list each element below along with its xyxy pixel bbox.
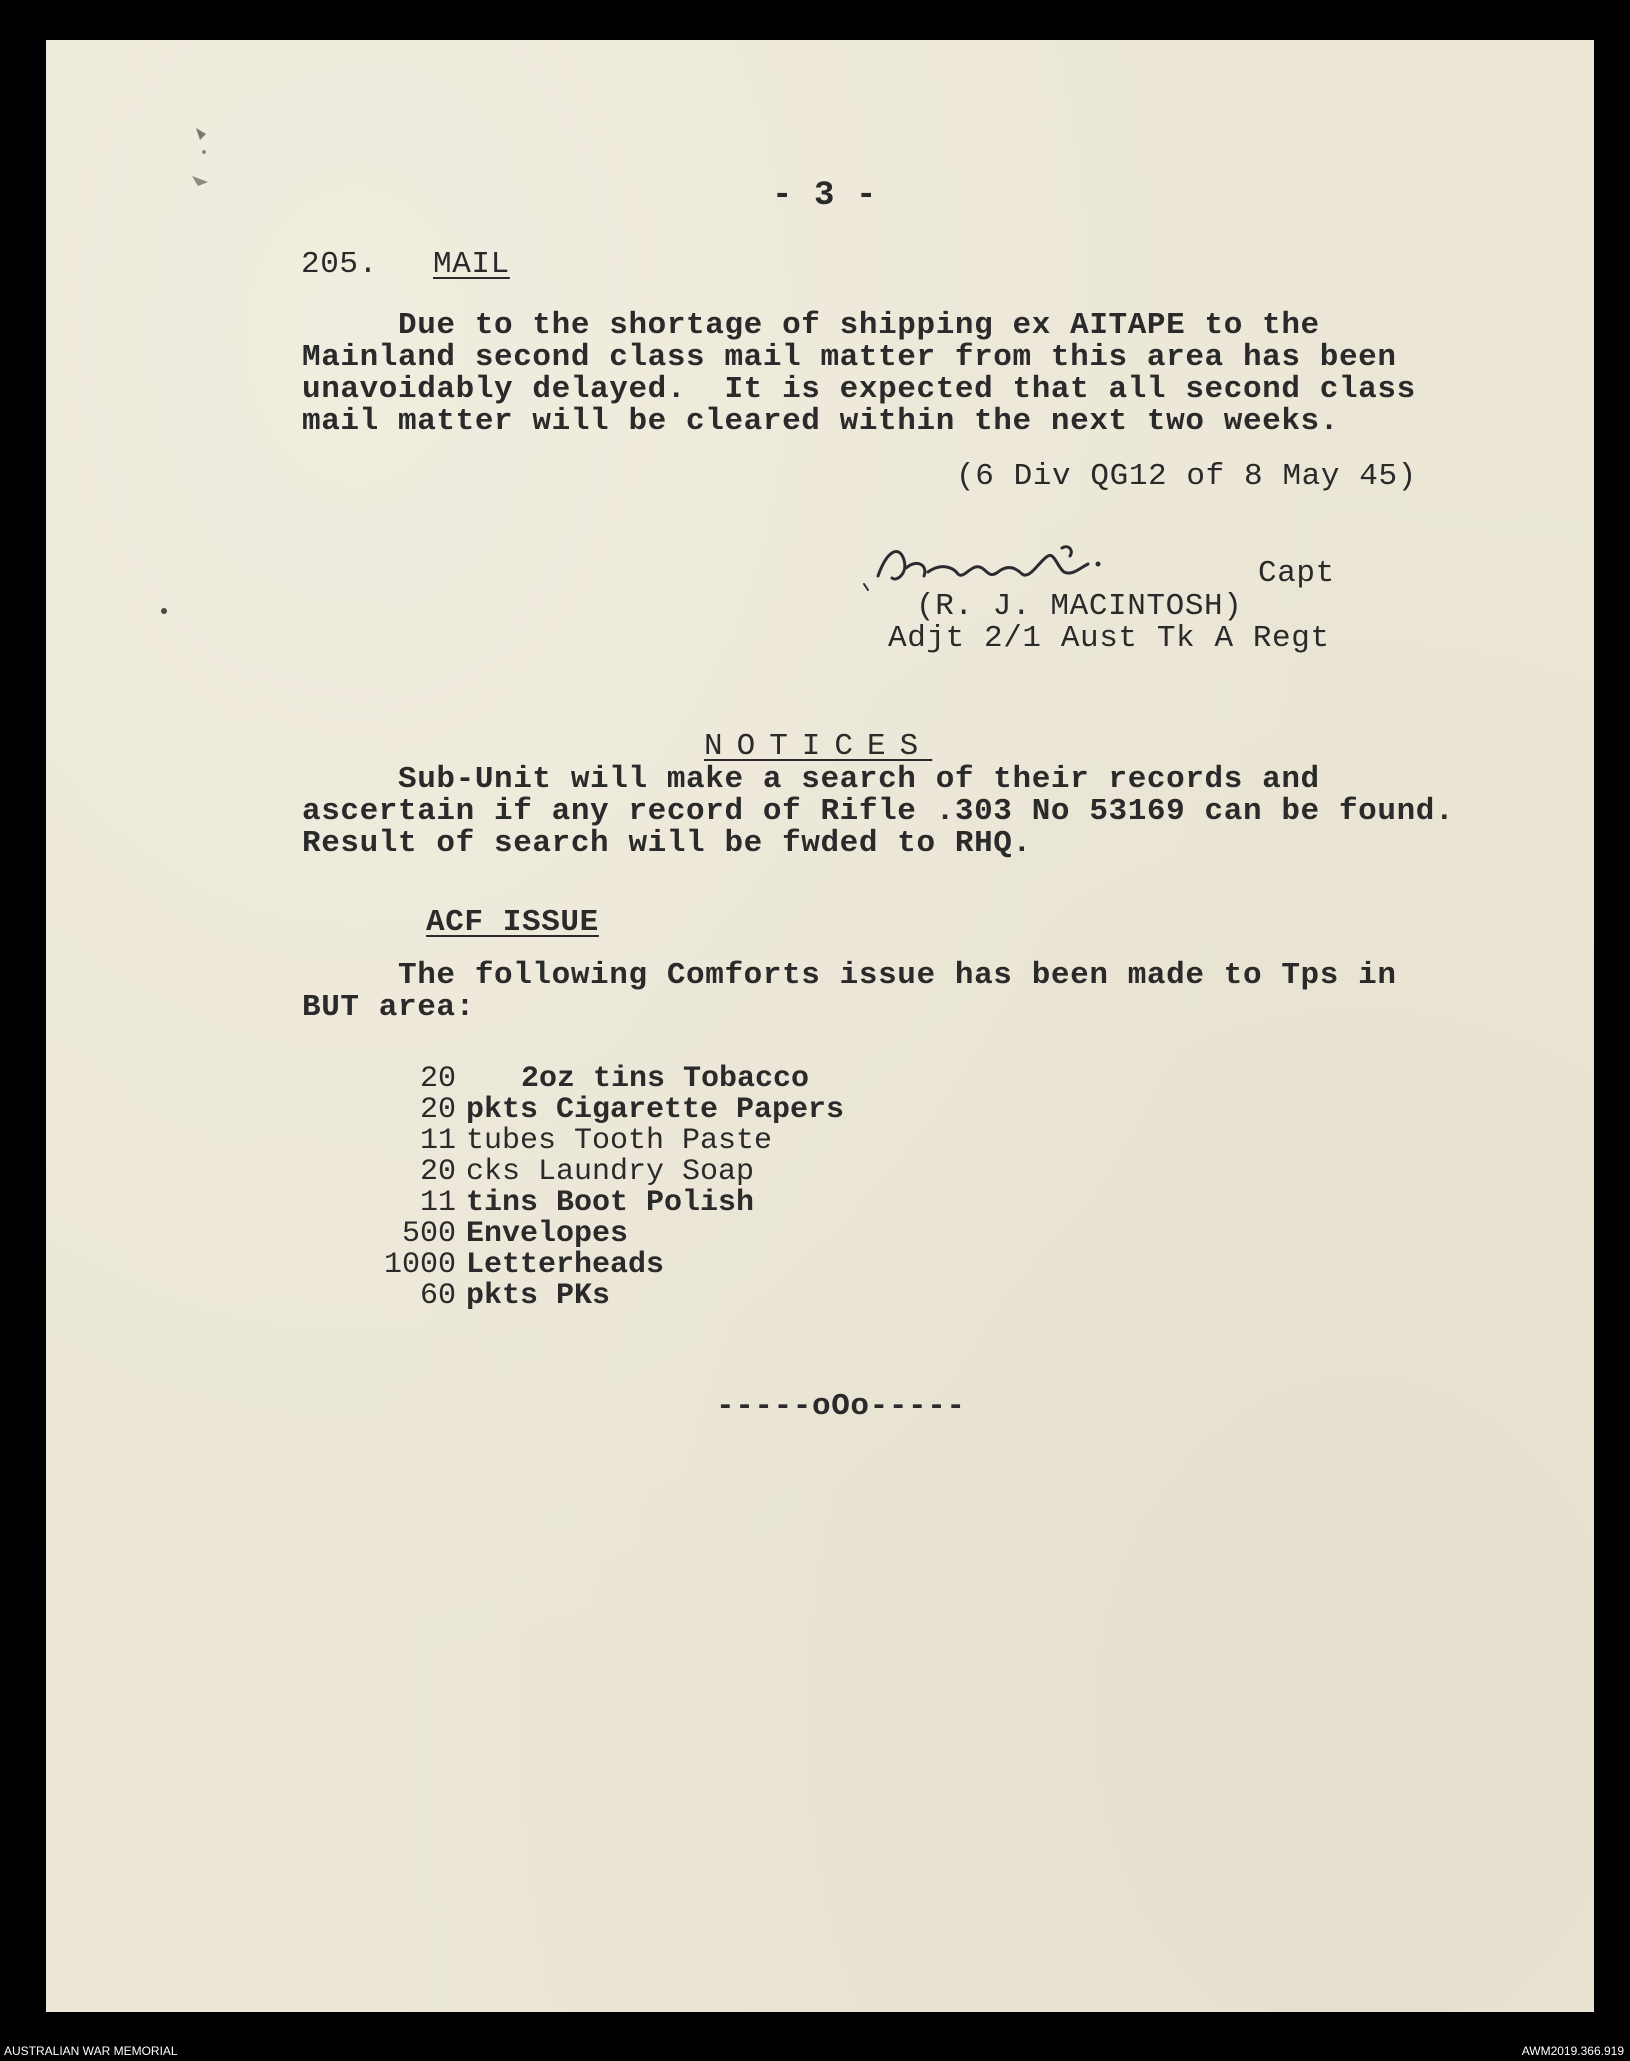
archive-institution: AUSTRALIAN WAR MEMORIAL — [4, 2044, 178, 2058]
item-description: Letterheads — [466, 1248, 665, 1282]
section-heading: MAIL — [433, 247, 510, 282]
list-item — [346, 1248, 966, 1282]
item-quantity: 11 — [419, 1124, 456, 1158]
notices-paragraph: Sub-Unit will make a search of their records and ascertain if any record of Rifle .303 No 53169 can be found. Result of search will be fwded to RHQ. — [302, 762, 1455, 861]
page-number: - 3 - — [772, 177, 878, 215]
item-quantity: 20 — [419, 1155, 456, 1189]
item-description: tins Boot Polish — [466, 1186, 755, 1220]
notices-heading: NOTICES — [704, 729, 933, 764]
item-description: tubes Tooth Paste — [466, 1124, 773, 1158]
reference-citation: (6 Div QG12 of 8 May 45) — [956, 459, 1417, 494]
signatory-rank: Capt — [1258, 556, 1335, 591]
item-quantity: 500 — [401, 1217, 456, 1251]
comforts-items-list — [346, 1062, 966, 1313]
signatory-appointment: Adjt 2/1 Aust Tk A Regt — [888, 621, 1330, 656]
list-item — [346, 1062, 966, 1096]
item-quantity: 11 — [419, 1186, 456, 1220]
acf-issue-intro: The following Comforts issue has been made to Tps in BUT area: — [302, 958, 1397, 1025]
item-description: Envelopes — [466, 1217, 629, 1251]
paper-mark — [186, 120, 226, 200]
list-item — [346, 1093, 966, 1127]
document-page — [46, 40, 1594, 2012]
section-number: 205. — [301, 247, 378, 282]
list-item — [346, 1186, 966, 1220]
list-item — [346, 1155, 966, 1189]
list-item — [346, 1217, 966, 1251]
item-description: 2oz tins Tobacco — [521, 1062, 810, 1096]
item-description: pkts Cigarette Papers — [466, 1093, 845, 1127]
mail-paragraph: Due to the shortage of shipping ex AITAPE to the Mainland second class mail matter from this area has been unavoidably delayed. It is expected that all second class mail matter will be cleared within the next two weeks. — [302, 308, 1416, 439]
list-item — [346, 1279, 966, 1313]
item-description: pkts PKs — [466, 1279, 611, 1313]
archive-reference: AWM2019.366.919 — [1521, 2044, 1624, 2058]
item-quantity: 20 — [419, 1062, 456, 1096]
signatory-name: (R. J. MACINTOSH) — [916, 589, 1243, 624]
item-description: cks Laundry Soap — [466, 1155, 755, 1189]
item-quantity: 20 — [419, 1093, 456, 1127]
item-quantity: 1000 — [383, 1248, 456, 1282]
item-quantity: 60 — [419, 1279, 456, 1313]
archive-footer — [0, 2040, 1630, 2061]
end-of-page-mark: -----oOo----- — [716, 1389, 966, 1424]
acf-issue-heading: ACF ISSUE — [426, 905, 599, 940]
list-item — [346, 1124, 966, 1158]
paper-mark — [158, 605, 170, 617]
